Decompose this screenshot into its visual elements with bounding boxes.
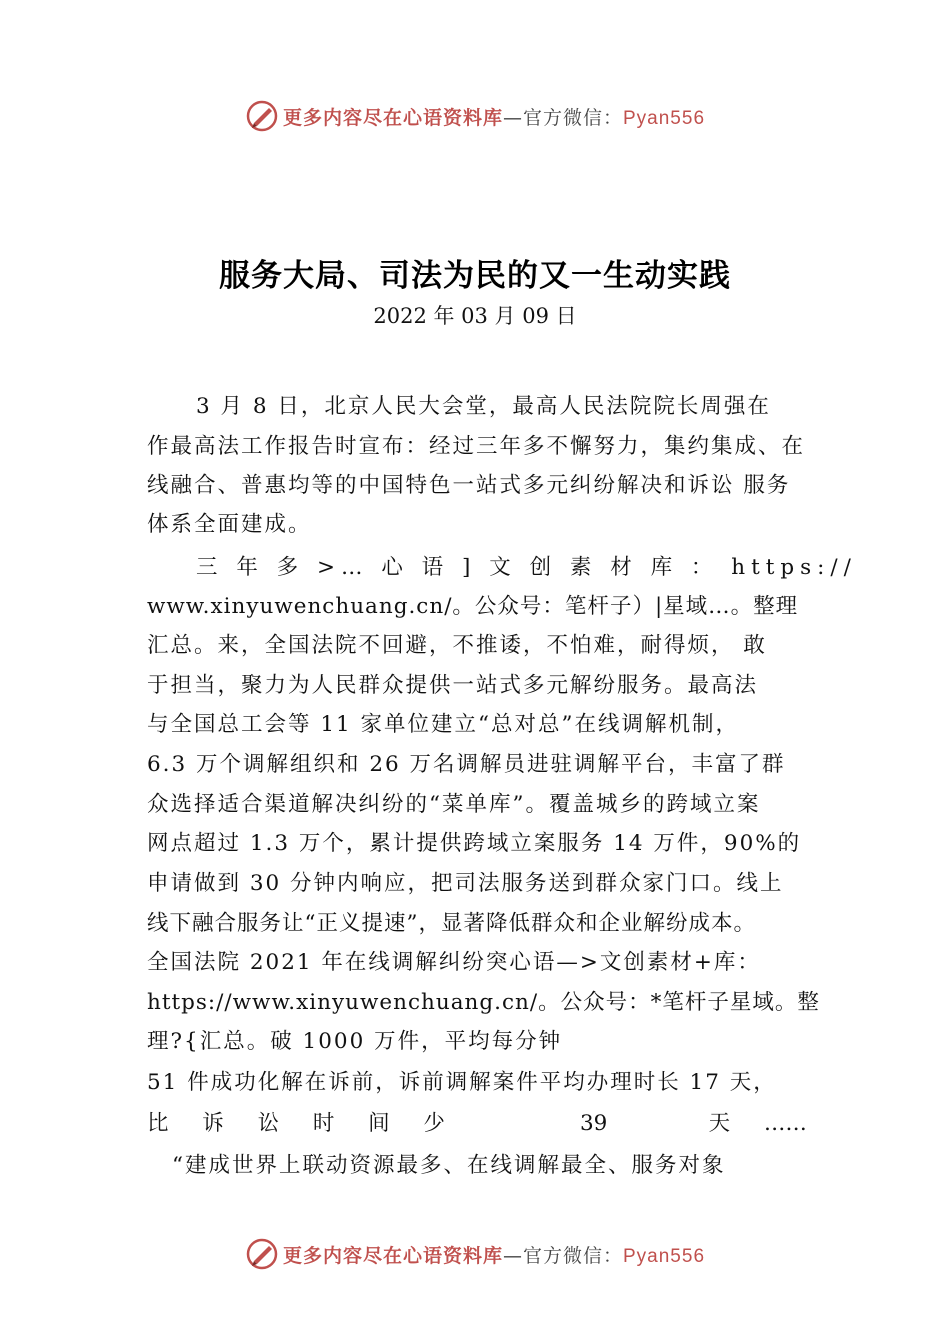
body-line: 体系全面建成。: [147, 512, 312, 537]
body-line-justified: [147, 1109, 807, 1139]
body-line: 汇总。来，全国法院不回避，不推诿，不怕难，耐得烦， 敢: [147, 633, 767, 658]
watermark-header: [0, 96, 950, 136]
watermark-footer: [0, 1234, 950, 1274]
article-date: 2022 年 03 月 09 日: [373, 304, 577, 328]
justified-char: 少: [423, 1111, 445, 1136]
body-line: 众选择适合渠道解决纠纷的“菜单库”。覆盖城乡的跨域立案: [147, 792, 761, 817]
body-line: 全国法院 2021 年在线调解纠纷突心语—>文创素材+库：: [147, 950, 761, 975]
justified-char: 时: [312, 1111, 335, 1136]
pen-logo-icon: [245, 99, 279, 133]
justified-char: 诉: [202, 1111, 224, 1136]
body-line: 理?{汇总。破 1000 万件，平均每分钟: [147, 1029, 563, 1054]
watermark-text: [283, 1241, 705, 1268]
justified-char: 39: [579, 1111, 608, 1136]
watermark-main: 更多内容尽在心语资料库: [282, 1244, 503, 1267]
justified-char: 讼: [257, 1111, 280, 1136]
justified-char: 间: [368, 1111, 390, 1136]
body-line: 线下融合服务让“正义提速”，显著降低群众和企业解纷成本。: [147, 911, 756, 936]
body-line: 3 月 8 日，北京人民大会堂，最高人民法院院长周强在: [196, 394, 771, 419]
watermark-main: 更多内容尽在心语资料库: [282, 106, 503, 129]
watermark-id: Pyan556: [623, 107, 706, 129]
body-line: 6.3 万个调解组织和 26 万名调解员进驻调解平台，丰富了群: [147, 752, 786, 777]
body-line: 网点超过 1.3 万个，累计提供跨域立案服务 14 万件，90%的: [147, 831, 802, 856]
watermark-sub: —官方微信：: [502, 106, 623, 129]
body-line: https://www.xinyuwenchuang.cn/。公众号：*笔杆子星域。整: [147, 990, 820, 1015]
justified-char: 天: [708, 1111, 731, 1136]
body-line: www.xinyuwenchuang.cn/。公众号：笔杆子）|星域…。整理: [147, 594, 799, 619]
body-line: 线融合、普惠均等的中国特色一站式多元纠纷解决和诉讼 服务: [147, 473, 791, 498]
watermark-id: Pyan556: [623, 1245, 706, 1267]
body-line: 作最高法工作报告时宣布：经过三年多不懈努力，集约集成、在: [147, 434, 806, 459]
justified-char: 比: [147, 1111, 169, 1136]
body-line: “建成世界上联动资源最多、在线调解最全、服务对象: [172, 1153, 726, 1178]
article-title: 服务大局、司法为民的又一生动实践: [219, 258, 731, 294]
watermark-sub: —官方微信：: [502, 1244, 623, 1267]
body-line: 于担当，聚力为人民群众提供一站式多元解纷服务。最高法: [147, 673, 759, 698]
watermark-text: [283, 103, 705, 130]
pen-logo-icon: [245, 1237, 279, 1271]
body-line: 申请做到 30 分钟内响应，把司法服务送到群众家门口。线上: [147, 871, 784, 896]
body-line: 与全国总工会等 11 家单位建立“总对总”在线调解机制，: [147, 712, 740, 737]
body-line: 51 件成功化解在诉前，诉前调解案件平均办理时长 17 天，: [147, 1070, 777, 1095]
body-line: 三 年 多 >… 心 语 ] 文 创 素 材 库 ： https://: [196, 555, 857, 580]
justified-char: ……: [763, 1111, 807, 1136]
